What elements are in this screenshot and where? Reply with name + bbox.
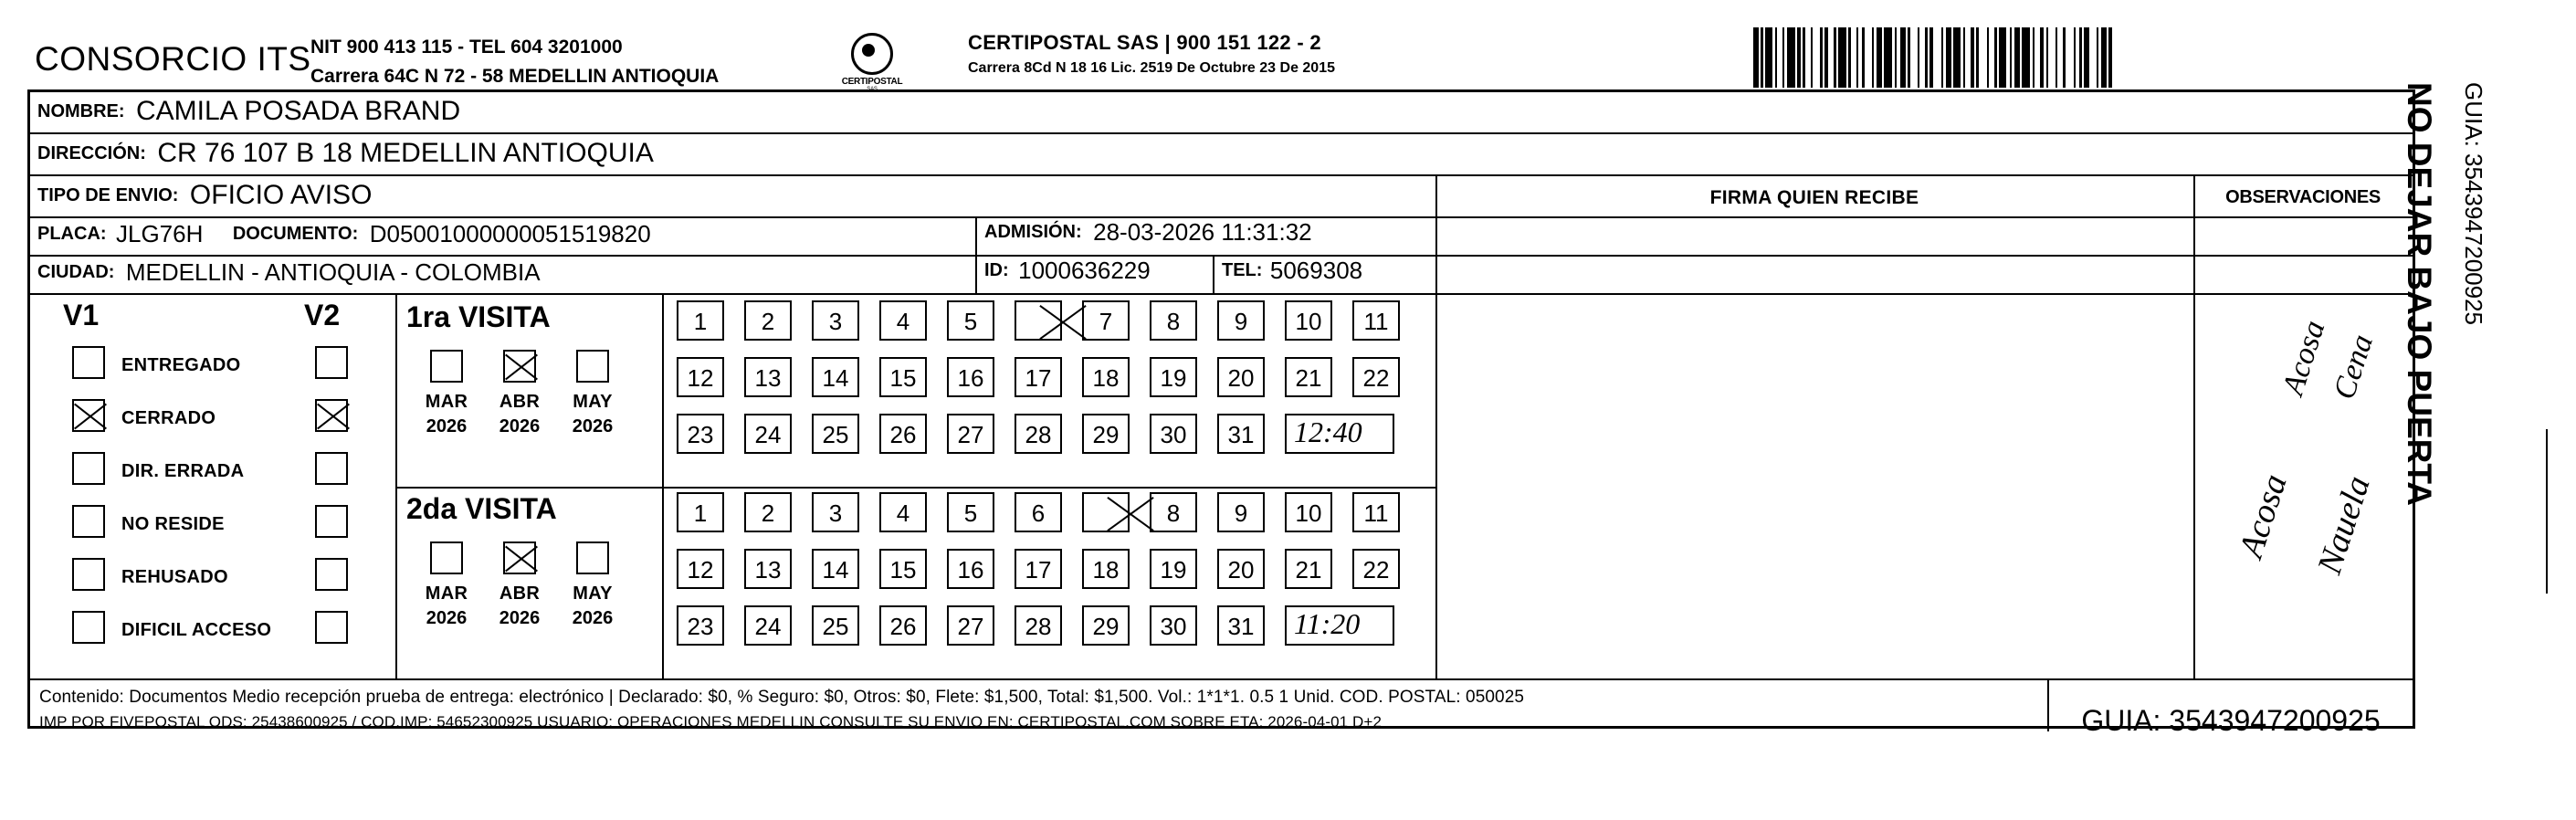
checkbox-v1-5[interactable]: [72, 611, 105, 644]
main-frame: [27, 89, 2415, 737]
day-cell-30[interactable]: 30: [1150, 605, 1197, 646]
visit-time-value: 11:20: [1294, 607, 1361, 640]
day-cell-23[interactable]: 23: [677, 605, 724, 646]
day-cell-6[interactable]: [1015, 300, 1062, 341]
day-cell-21[interactable]: 21: [1285, 549, 1332, 589]
id-value: 1000636229: [1018, 257, 1151, 284]
day-cell-24[interactable]: 24: [744, 605, 792, 646]
side-warning-text: NO DEJAR BAJO PUERTA: [2401, 82, 2438, 506]
company-contact: [310, 33, 719, 90]
checkbox-v1-3[interactable]: [72, 505, 105, 538]
month-cell: [410, 541, 483, 629]
footer-section: [30, 680, 2413, 737]
side-divider: [2546, 429, 2548, 594]
day-cell-9[interactable]: 9: [1217, 492, 1265, 532]
month-name: MAR: [425, 583, 468, 604]
nombre-label: NOMBRE:: [37, 100, 125, 121]
checklist-label: NO RESIDE: [121, 514, 225, 534]
day-cell-25[interactable]: 25: [812, 605, 859, 646]
day-cell-15[interactable]: 15: [879, 549, 927, 589]
side-warning-strip: [2401, 82, 2566, 740]
day-cell-4[interactable]: 4: [879, 300, 927, 341]
visit-months: [410, 350, 647, 437]
day-cell-13[interactable]: 13: [744, 549, 792, 589]
visit-months: [410, 541, 647, 629]
day-cell-28[interactable]: 28: [1015, 605, 1062, 646]
checklist-label: DIR. ERRADA: [121, 461, 245, 481]
month-cell: [410, 350, 483, 437]
day-cell-22[interactable]: 22: [1352, 549, 1400, 589]
logo-ring-icon: [851, 33, 893, 75]
day-cell-14[interactable]: 14: [812, 549, 859, 589]
checkbox-v1-2[interactable]: [72, 452, 105, 485]
row-ciudad: [30, 257, 2413, 295]
checkbox-v2-3[interactable]: [315, 505, 348, 538]
month-cell: [556, 541, 629, 629]
day-cell-11[interactable]: 11: [1352, 492, 1400, 532]
handwriting-mark-3: Acosa: [2232, 469, 2295, 562]
day-cell-5[interactable]: 5: [947, 300, 994, 341]
day-cell-17[interactable]: 17: [1015, 357, 1062, 397]
day-cell-13[interactable]: 13: [744, 357, 792, 397]
firma-signature-area[interactable]: [1435, 295, 2193, 678]
checkbox-v2-1[interactable]: [315, 399, 348, 432]
document-header: [27, 15, 2484, 92]
month-cell: [483, 541, 556, 629]
day-cell-2[interactable]: 2: [744, 492, 792, 532]
day-cell-9[interactable]: 9: [1217, 300, 1265, 341]
checklist-row: [30, 611, 395, 662]
visit-title: 1ra VISITA: [406, 300, 551, 333]
carrier-name: CERTIPOSTAL SAS | 900 151 122 - 2: [968, 31, 1321, 54]
visit-time-value: 12:40: [1294, 415, 1362, 448]
month-cell: [556, 350, 629, 437]
day-cell-26[interactable]: 26: [879, 605, 927, 646]
admision-value: 28-03-2026 11:31:32: [1093, 218, 1312, 246]
logo-name: CERTIPOSTAL: [841, 77, 903, 87]
mid-section: [30, 295, 2413, 680]
day-cell-31[interactable]: 31: [1217, 414, 1265, 454]
day-cell-7[interactable]: 7: [1082, 300, 1130, 341]
tipo-envio-label: TIPO DE ENVIO:: [37, 184, 179, 205]
day-cell-27[interactable]: 27: [947, 605, 994, 646]
month-cell: [483, 350, 556, 437]
check-x-icon: [1038, 302, 1086, 342]
month-year: 2026: [572, 608, 614, 628]
check-x-icon: [1106, 494, 1153, 534]
month-year: 2026: [499, 416, 541, 436]
day-cell-24[interactable]: 24: [744, 414, 792, 454]
day-cell-5[interactable]: 5: [947, 492, 994, 532]
logo-subtitle: SAS: [867, 87, 878, 92]
placa-value: JLG76H: [116, 220, 204, 247]
row-tipo-envio: [30, 176, 2413, 218]
documento-value: D05001000000051519820: [369, 220, 651, 247]
day-cell-7[interactable]: [1082, 492, 1130, 532]
checkbox-v1-0[interactable]: [72, 346, 105, 379]
day-cell-18[interactable]: 18: [1082, 549, 1130, 589]
company-name: CONSORCIO ITS: [35, 40, 311, 78]
firma-header-cell: [1435, 176, 2193, 216]
row-direccion: [30, 134, 2413, 176]
checkbox-v2-4[interactable]: [315, 558, 348, 591]
day-cell-29[interactable]: 29: [1082, 414, 1130, 454]
firma-title: FIRMA QUIEN RECIBE: [1709, 187, 1919, 208]
day-cell-22[interactable]: 22: [1352, 357, 1400, 397]
ciudad-value: MEDELLIN - ANTIOQUIA - COLOMBIA: [125, 258, 541, 286]
month-checkbox-MAR[interactable]: [430, 541, 463, 574]
observaciones-header-cell: [2193, 176, 2413, 216]
checklist-label: DIFICIL ACCESO: [121, 620, 272, 640]
month-year: 2026: [499, 608, 541, 628]
day-cell-21[interactable]: 21: [1285, 357, 1332, 397]
guia-box: [2047, 680, 2413, 737]
company-address-line: Carrera 64C N 72 - 58 MEDELLIN ANTIOQUIA: [310, 65, 720, 87]
checklist-row: [30, 505, 395, 556]
day-cell-14[interactable]: 14: [812, 357, 859, 397]
day-cell-15[interactable]: 15: [879, 357, 927, 397]
carrier-info: [968, 31, 1335, 77]
observaciones-area[interactable]: [2193, 295, 2413, 678]
visit-block-0: [397, 295, 662, 487]
checklist-row: [30, 452, 395, 503]
month-year: 2026: [572, 416, 614, 436]
checklist-row: [30, 399, 395, 450]
day-cell-26[interactable]: 26: [879, 414, 927, 454]
checkbox-v1-1[interactable]: [72, 399, 105, 432]
day-cell-20[interactable]: 20: [1217, 549, 1265, 589]
ciudad-label: CIUDAD:: [37, 262, 115, 282]
handwriting-mark-2: Cena: [2327, 330, 2381, 404]
observaciones-title: OBSERVACIONES: [2225, 187, 2381, 207]
id-cell: [975, 257, 1213, 295]
check-x-icon: [317, 401, 346, 430]
handwriting-mark-1: Acosa: [2276, 316, 2332, 400]
visit-block-1: [397, 487, 662, 678]
day-cell-31[interactable]: 31: [1217, 605, 1265, 646]
guia-number: GUIA: 3543947200925: [2081, 704, 2381, 737]
tel-cell: [1213, 257, 1435, 295]
admision-cell: [975, 218, 1435, 257]
side-guia-text: GUIA: 3543947200925: [2460, 82, 2487, 325]
month-year: 2026: [426, 608, 468, 628]
day-cell-1[interactable]: 1: [677, 492, 724, 532]
v2-label: V2: [304, 299, 341, 331]
month-checkbox-ABR[interactable]: [503, 350, 536, 383]
checklist-label: ENTREGADO: [121, 355, 241, 375]
month-name: ABR: [499, 583, 541, 604]
day-cell-30[interactable]: 30: [1150, 414, 1197, 454]
tel-label: TEL:: [1222, 260, 1263, 280]
day-cell-28[interactable]: 28: [1015, 414, 1062, 454]
visit-title: 2da VISITA: [406, 492, 557, 525]
checklist-label: REHUSADO: [121, 567, 228, 587]
month-checkbox-MAY[interactable]: [576, 350, 609, 383]
day-cell-3[interactable]: 3: [812, 492, 859, 532]
tel-value: 5069308: [1269, 257, 1363, 284]
day-cell-16[interactable]: 16: [947, 549, 994, 589]
day-cell-12[interactable]: 12: [677, 549, 724, 589]
day-cell-11[interactable]: 11: [1352, 300, 1400, 341]
month-checkbox-ABR[interactable]: [503, 541, 536, 574]
day-cell-16[interactable]: 16: [947, 357, 994, 397]
month-name: MAY: [573, 583, 613, 604]
month-year: 2026: [426, 416, 468, 436]
tipo-envio-value: OFICIO AVISO: [189, 180, 373, 210]
day-cell-10[interactable]: 10: [1285, 300, 1332, 341]
check-x-icon: [74, 401, 103, 430]
day-cell-1[interactable]: 1: [677, 300, 724, 341]
v1-label: V1: [63, 299, 100, 331]
placa-label: PLACA:: [37, 224, 107, 244]
direccion-label: DIRECCIÓN:: [37, 142, 146, 163]
day-cell-10[interactable]: 10: [1285, 492, 1332, 532]
day-cell-20[interactable]: 20: [1217, 357, 1265, 397]
day-cell-18[interactable]: 18: [1082, 357, 1130, 397]
nombre-value: CAMILA POSADA BRAND: [136, 96, 461, 126]
direccion-value: CR 76 107 B 18 MEDELLIN ANTIOQUIA: [157, 138, 654, 168]
day-cell-12[interactable]: 12: [677, 357, 724, 397]
handwriting-mark-4: Nauela: [2309, 471, 2378, 579]
certipostal-logo: [831, 33, 913, 92]
checklist-row: [30, 558, 395, 609]
day-cell-17[interactable]: 17: [1015, 549, 1062, 589]
day-cell-8[interactable]: 8: [1150, 492, 1197, 532]
check-x-icon: [505, 543, 534, 573]
day-cell-19[interactable]: 19: [1150, 549, 1197, 589]
day-cell-29[interactable]: 29: [1082, 605, 1130, 646]
checklist-label: CERRADO: [121, 408, 216, 428]
day-cell-23[interactable]: 23: [677, 414, 724, 454]
checkbox-v2-2[interactable]: [315, 452, 348, 485]
check-x-icon: [505, 352, 534, 381]
checkbox-v2-0[interactable]: [315, 346, 348, 379]
footer-content-line: Contenido: Documentos Medio recepción prueba de entrega: electrónico | Declarado: $0, % Seguro: $0, Otros: $0, Flete: $1,500, Total: $1,500. Vol.: 1*1*1. 0.5 1 Unid. COD. POSTAL: 050025: [39, 688, 1525, 707]
checklist-row: [30, 346, 395, 397]
day-cell-8[interactable]: 8: [1150, 300, 1197, 341]
month-name: MAR: [425, 392, 468, 412]
day-cell-3[interactable]: 3: [812, 300, 859, 341]
day-cell-6[interactable]: 6: [1015, 492, 1062, 532]
month-name: MAY: [573, 392, 613, 412]
barcode: [1753, 27, 2447, 93]
footer-print-line: IMP POR FIVEPOSTAL ODS: 25438600925 / COD.IMP: 54652300925 USUARIO: OPERACIONES MEDELLIN CONSULTE SU ENVIO EN: CERTIPOSTAL.COM SOBRE ETA: 2026-04-01 D+2: [39, 713, 1383, 731]
row-placa-documento: [30, 218, 2413, 257]
admision-label: ADMISIÓN:: [984, 222, 1082, 242]
status-checklist: [30, 295, 395, 678]
month-checkbox-MAY[interactable]: [576, 541, 609, 574]
company-nit-line: NIT 900 413 115 - TEL 604 3201000: [310, 37, 623, 58]
checkbox-v1-4[interactable]: [72, 558, 105, 591]
row-nombre: [30, 92, 2413, 134]
day-cell-19[interactable]: 19: [1150, 357, 1197, 397]
month-name: ABR: [499, 392, 541, 412]
carrier-address: Carrera 8Cd N 18 16 Lic. 2519 De Octubre 23 De 2015: [968, 60, 1335, 76]
day-cell-4[interactable]: 4: [879, 492, 927, 532]
day-cell-27[interactable]: 27: [947, 414, 994, 454]
day-cell-2[interactable]: 2: [744, 300, 792, 341]
checkbox-v2-5[interactable]: [315, 611, 348, 644]
day-cell-25[interactable]: 25: [812, 414, 859, 454]
month-checkbox-MAR[interactable]: [430, 350, 463, 383]
id-label: ID:: [984, 260, 1009, 280]
documento-label: DOCUMENTO:: [232, 224, 359, 244]
barcode-bars: [1753, 27, 2447, 88]
